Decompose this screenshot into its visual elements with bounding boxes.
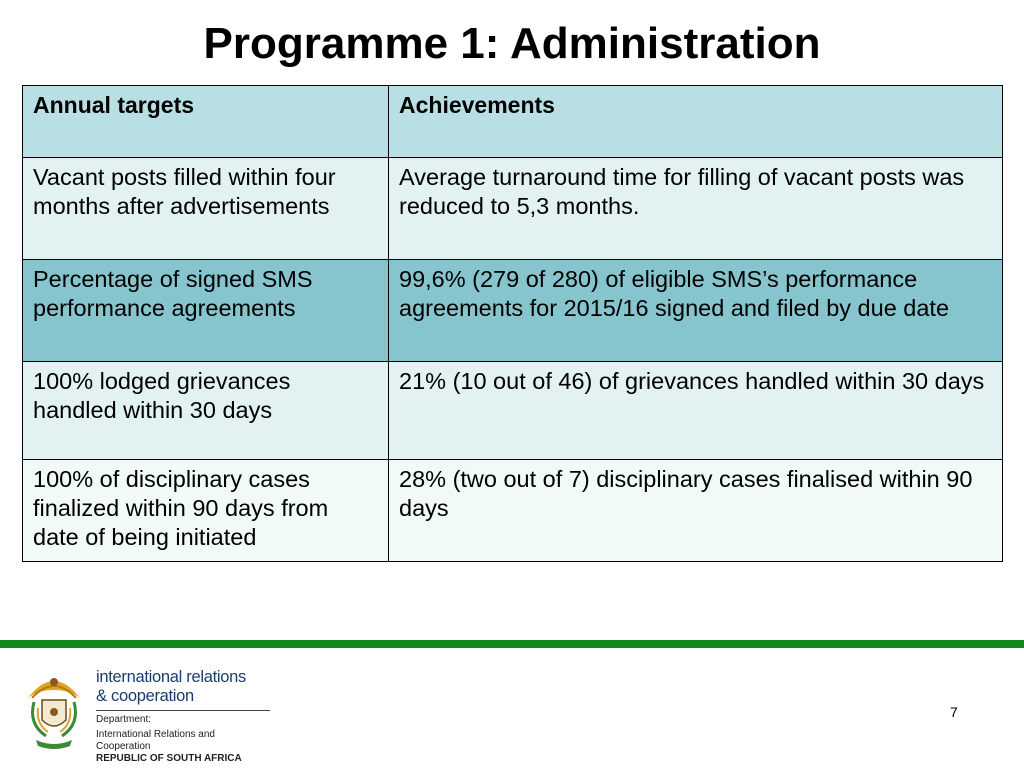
achievement-cell: 28% (two out of 7) disciplinary cases finalised within 90 days bbox=[389, 460, 1003, 562]
target-cell: Percentage of signed SMS performance agreements bbox=[23, 260, 389, 362]
table-row bbox=[23, 362, 1003, 460]
table-header-row bbox=[23, 86, 1003, 158]
brand-divider bbox=[96, 710, 270, 711]
country-name: REPUBLIC OF SOUTH AFRICA bbox=[96, 753, 242, 764]
targets-table bbox=[22, 85, 1003, 562]
header-annual-targets: Annual targets bbox=[23, 86, 389, 158]
target-cell: Vacant posts filled within four months after advertisements bbox=[23, 158, 389, 260]
department-name: International Relations and Cooperation bbox=[96, 729, 215, 752]
table-row bbox=[23, 158, 1003, 260]
page-number: 7 bbox=[950, 704, 958, 720]
table-row bbox=[23, 260, 1003, 362]
department-branding bbox=[96, 668, 272, 765]
brand-line-1: international relations bbox=[96, 668, 246, 686]
brand-line-2: & cooperation bbox=[96, 687, 194, 705]
achievement-cell: 21% (10 out of 46) of grievances handled within 30 days bbox=[389, 362, 1003, 460]
target-cell: 100% lodged grievances handled within 30 days bbox=[23, 362, 389, 460]
table-row bbox=[23, 460, 1003, 562]
target-cell: 100% of disciplinary cases finalized within 90 days from date of being initiated bbox=[23, 460, 389, 562]
slide-title: Programme 1: Administration bbox=[203, 19, 821, 68]
header-achievements: Achievements bbox=[389, 86, 1003, 158]
coat-of-arms-icon bbox=[24, 668, 84, 752]
department-label: Department: bbox=[96, 714, 152, 725]
footer-green-bar bbox=[0, 640, 1024, 648]
achievement-cell: Average turnaround time for filling of vacant posts was reduced to 5,3 months. bbox=[389, 158, 1003, 260]
achievement-cell: 99,6% (279 of 280) of eligible SMS’s performance agreements for 2015/16 signed and filed by due date bbox=[389, 260, 1003, 362]
